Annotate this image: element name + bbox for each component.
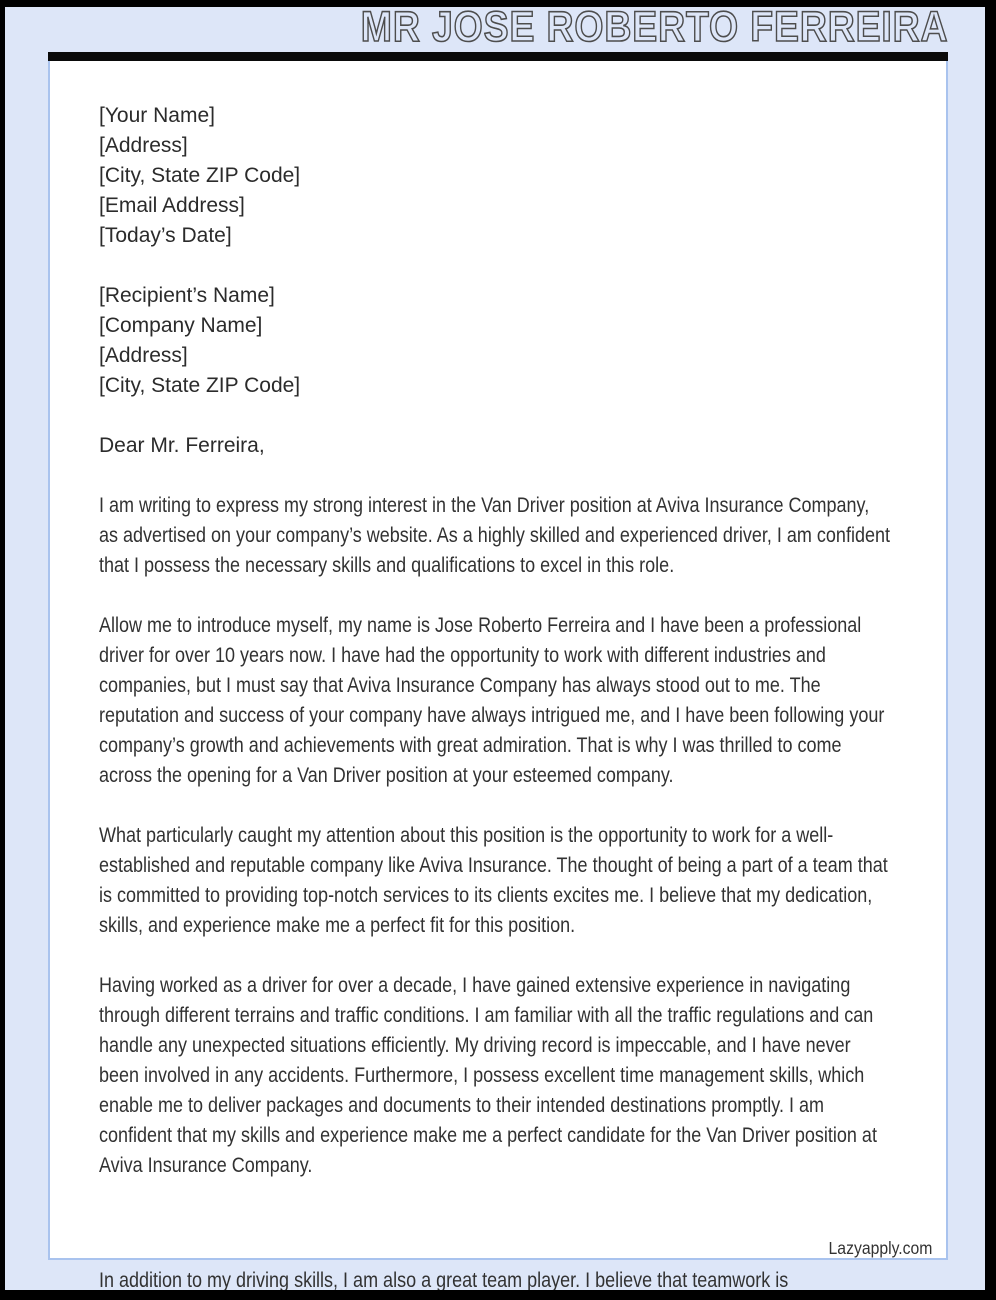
recipient-name-line: [Recipient’s Name] [99, 284, 275, 307]
letter-body [48, 61, 948, 1260]
sender-city-line: [City, State ZIP Code] [99, 164, 301, 187]
paragraph-motivation: What particularly caught my attention about this position is the opportunity to work for a well-established and reputable company like Aviva Insurance. The thought of being a part of a team that is committed to providing top-notch services to its clients excites me. I believe that my dedication, skills, and experience make me a perfect fit for this position. [99, 824, 888, 937]
recipient-block [99, 281, 895, 401]
page-top-rule [48, 52, 948, 61]
paragraph-intro: I am writing to express my strong interest in the Van Driver position at Aviva Insurance Company, as advertised on your company’s website. As a highly skilled and experienced driver, I am confident that I possess the necessary skills and qualifications to excel in this role. [99, 494, 890, 577]
sender-date-line: [Today’s Date] [99, 224, 232, 247]
sender-address-line: [Address] [99, 134, 188, 157]
paragraph-introduction-self: Allow me to introduce myself, my name is Jose Roberto Ferreira and I have been a professional driver for over 10 years now. I have had the opportunity to work with different industries and companies, but I must say that Aviva Insurance Company has always stood out to me. The reputation and success of your company have always intrigued me, and I have been following your company’s growth and achievements with great admiration. That is why I was thrilled to come across the opening for a Van Driver position at your esteemed company. [99, 614, 885, 787]
recipient-address-line: [Address] [99, 344, 188, 367]
document-title: MR JOSE ROBERTO FERREIRA [360, 3, 948, 51]
sender-name-line: [Your Name] [99, 104, 215, 127]
salutation: Dear Mr. Ferreira, [99, 434, 265, 457]
letter-page [48, 52, 948, 1260]
overflow-paragraph: In addition to my driving skills, I am also a great team player. I believe that teamwork is [99, 1269, 789, 1292]
recipient-company-line: [Company Name] [99, 314, 263, 337]
recipient-city-line: [City, State ZIP Code] [99, 374, 301, 397]
sender-block [99, 101, 895, 251]
paragraph-experience: Having worked as a driver for over a decade, I have gained extensive experience in navigating through different terrains and traffic conditions. I am familiar with all the traffic regulations and can handle any unexpected situations efficiently. My driving record is impeccable, and I have never been involved in any accidents. Furthermore, I possess excellent time management skills, which enable me to deliver packages and documents to their intended destinations promptly. I am confident that my skills and experience make me a perfect candidate for the Van Driver position at Aviva Insurance Company. [99, 974, 877, 1177]
lazyapply-watermark: Lazyapply.com [828, 1238, 932, 1258]
sender-email-line: [Email Address] [99, 194, 245, 217]
